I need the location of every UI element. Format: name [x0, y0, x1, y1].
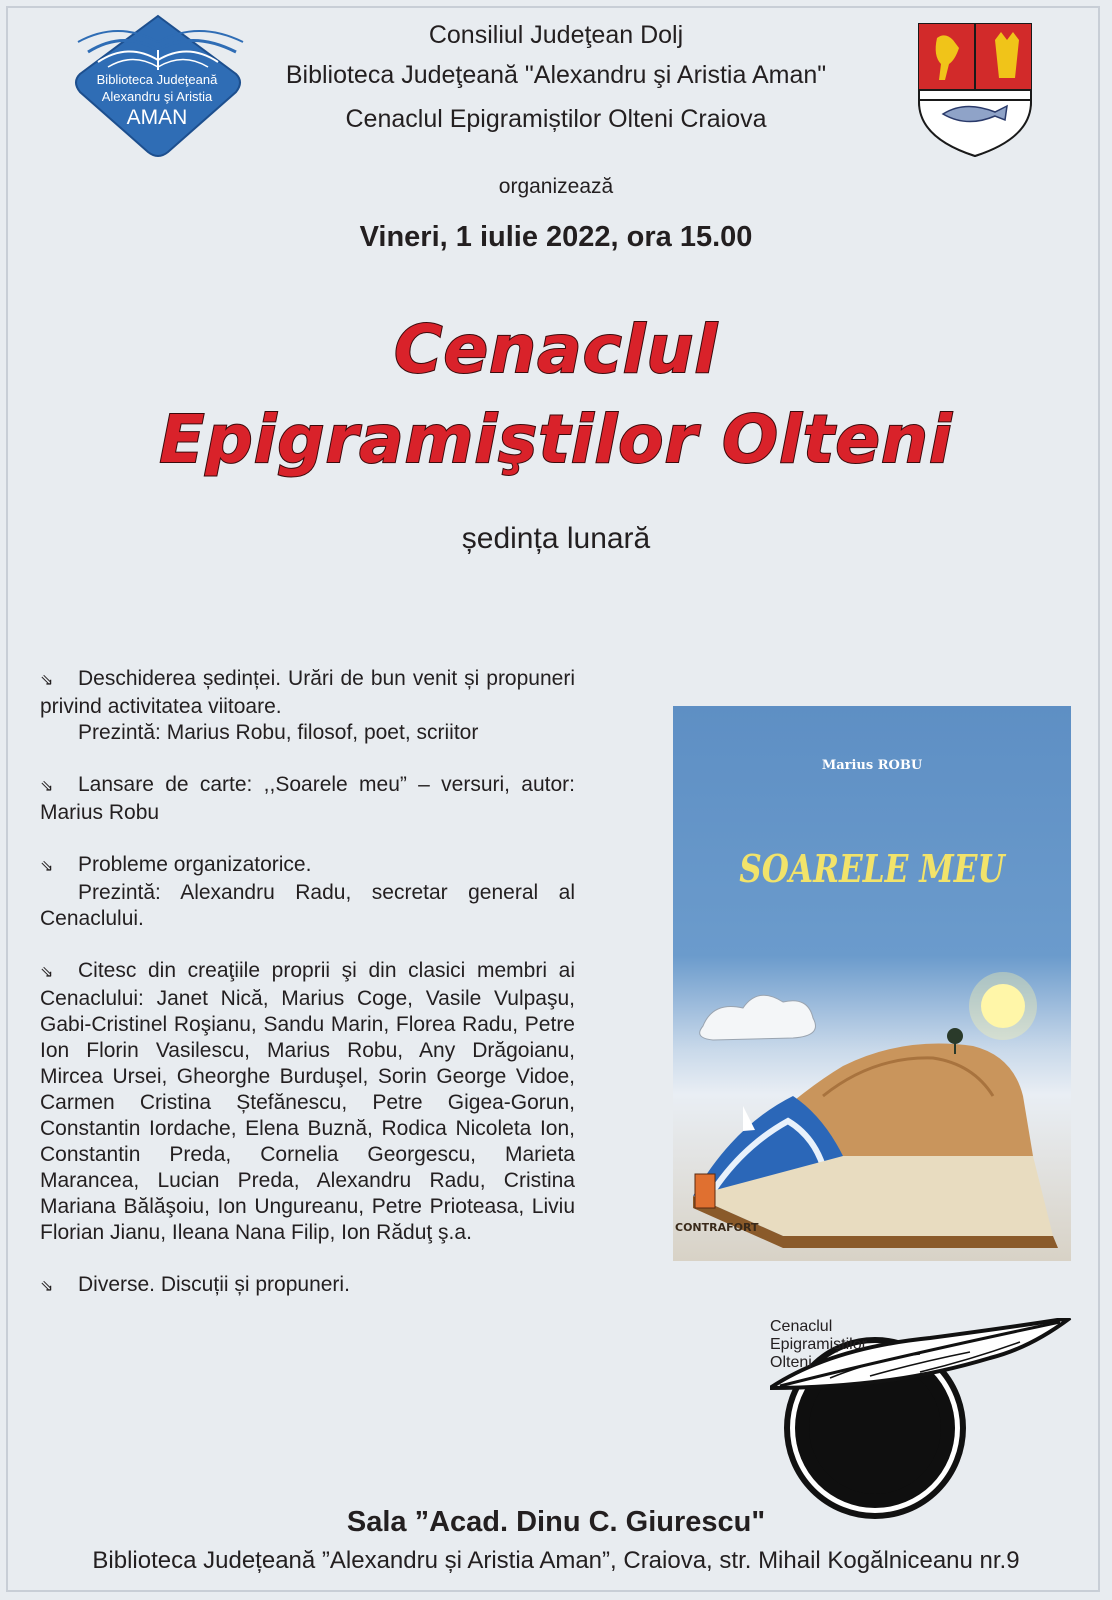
dolj-coat-of-arms-icon — [915, 20, 1035, 160]
header-council: Consiliul Judeţean Dolj — [428, 21, 684, 49]
venue-address: Biblioteca Județeană ”Alexandru și Aristia Aman”, Craiova, str. Mihail Kogălniceanu nr.9 — [92, 1547, 1020, 1574]
agenda-item-3-presenter: Prezintă: Alexandru Radu, secretar general al Cenaclului. — [40, 881, 575, 930]
library-logo-line3: AMAN — [126, 106, 188, 129]
header-library: Biblioteca Judeţeană "Alexandru şi Aristia Aman" — [285, 61, 827, 89]
agenda-item-4-text: Citesc din creaţiile proprii şi din clasici membri ai Cenaclului: Janet Nică, Marius Coge, Vasile Vulpaşu, Gabi-Cristinel Roşianu, Sandu Marin, Florea Radu, Petre Ion Florin Vasilescu, Marius Robu, Any Drăgoianu, Mircea Ursei, Gheorghe Burduşel, Sorin George Vidoe, Carmen Cristina Ștefănescu, Petre Gigea-Gorun, Constantin Iordache, Elena Buznă, Rodica Nicoleta Ion, Constantin Preda, Cornelia Georgescu, Marieta Marancea, Lucian Preda, Alexandru Radu, Cristina Mariana Bălăşoiu, Ion Ungureanu, Petre Prioteasa, Liviu Florian Jianu, Ileana Nana Filip, Ion Răduţ ş.a. — [40, 959, 575, 1244]
arrow-bullet-icon: ⇘ — [40, 964, 54, 981]
header-cenaclu: Cenaclul Epigramiștilor Olteni Craiova — [345, 105, 767, 133]
subtitle: ședința lunară — [461, 522, 651, 555]
coat-of-arms — [915, 20, 1035, 160]
agenda-item-1-presenter: Prezintă: Marius Robu, filosof, poet, scriitor — [78, 721, 479, 744]
arrow-bullet-icon: ⇘ — [40, 1278, 54, 1295]
venue-hall: Sala ”Acad. Dinu C. Giurescu" — [346, 1506, 766, 1538]
arrow-bullet-icon: ⇘ — [40, 778, 54, 795]
agenda-item-4 — [40, 958, 575, 1246]
arrow-bullet-icon: ⇘ — [40, 672, 54, 689]
emblem-line2: Epigramiștilor — [770, 1336, 867, 1353]
book-cover — [673, 706, 1071, 1261]
book-publisher: CONTRAFORT — [675, 1221, 759, 1234]
header-organizes: organizează — [498, 175, 614, 198]
arrow-bullet-icon: ⇘ — [40, 858, 54, 875]
library-logo-line1: Biblioteca Judeţeană — [96, 72, 218, 87]
agenda-item-1 — [40, 666, 575, 746]
book-title: SOARELE MEU — [739, 846, 1005, 891]
library-logo-line2: Alexandru şi Aristia — [101, 89, 213, 104]
emblem-line3: Olteni — [770, 1354, 812, 1371]
title-line1: Cenaclul — [393, 311, 719, 388]
book-author: Marius ROBU — [821, 758, 923, 773]
agenda — [40, 666, 575, 1326]
agenda-item-3 — [40, 852, 575, 932]
agenda-item-2-text: Lansare de carte: ,,Soarele meu” – versuri, autor: Marius Robu — [40, 773, 575, 824]
agenda-item-2 — [40, 772, 575, 826]
title-line2: Epigramiştilor Olteni — [159, 401, 953, 478]
agenda-item-5 — [40, 1272, 575, 1300]
agenda-item-1-text: Deschiderea ședinței. Urări de bun venit și propuneri privind activitatea viitoare. — [40, 667, 575, 718]
book-illustration — [673, 946, 1071, 1261]
agenda-item-5-text: Diverse. Discuții și propuneri. — [78, 1273, 350, 1296]
event-date: Vineri, 1 iulie 2022, ora 15.00 — [359, 221, 753, 253]
agenda-item-3-text: Probleme organizatorice. — [78, 853, 312, 876]
emblem-line1: Cenaclul — [770, 1318, 833, 1335]
emblem-text — [770, 1318, 1090, 1528]
